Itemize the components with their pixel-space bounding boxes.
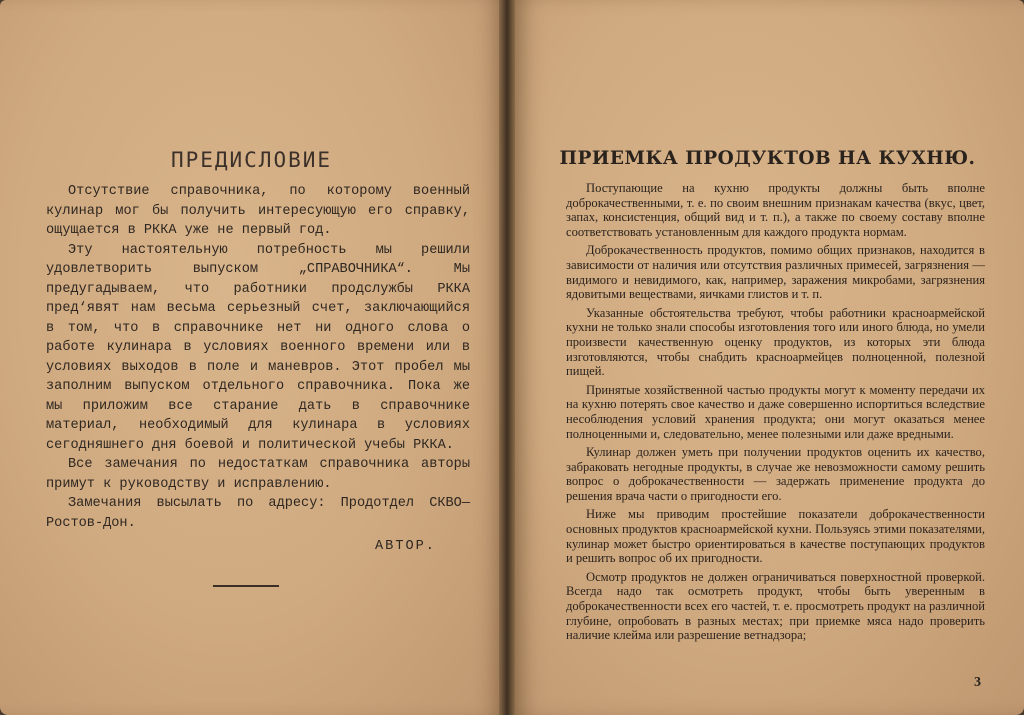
chapter-title: ПРИЕМКА ПРОДУКТОВ НА КУХНЮ.: [559, 148, 976, 169]
chapter-paragraph: Поступающие на кухню продукты должны быть вполне доброкачественными, т. е. по своим внешним признакам качества (вкус, цвет, запах, консистенция, общий вид и т. п.), а также по своему составу вполне соответствовать установленным для каждого продукта нормам.: [566, 181, 985, 239]
preface-body: [46, 182, 470, 533]
preface-title: ПРЕДИСЛОВИЕ: [170, 148, 333, 172]
chapter-body: [566, 181, 985, 647]
preface-paragraph: Отсутствие справочника, по которому военный кулинар мог бы получить интересующую его справку, ощущается в РККА уже не первый год.: [46, 184, 470, 238]
chapter-paragraph: Кулинар должен уметь при получении продуктов оценить их качество, забраковать негодные продукты, в случае же невозможности самому решить вопрос о доброкачественности — задержать применение продукта до решения врача части о пригодности его.: [566, 445, 985, 503]
preface-author: АВТОР.: [375, 539, 436, 554]
chapter-paragraph: Указанные обстоятельства требуют, чтобы работники красноармейской кухни не только знали способы изготовления того или иного блюда, но умели произвести качественную оценку продуктов, из которых эти блюда изготовляются, чтобы снабдить красноармейцев полноценной, полезной пищей.: [566, 305, 985, 379]
book-gutter: [499, 0, 515, 715]
page-number: 3: [974, 675, 981, 690]
preface-paragraph: Эту настоятельную потребность мы решили удовлетворить выпуском „СПРАВОЧНИКА“. Мы предугадываем, что работники продслужбы РККА пред‘явят нам весьма серьезный счет, заключающийся в том, что в справочнике нет ни одного слова о работе кулинара в условиях военного времени или в условиях выходов в поле и маневров. Этот пробел мы заполним выпуском отдельного справочника. Пока же мы приложим все старание дать в справочнике материал, необходимый для кулинара в условиях сегодняшнего дня боевой и политической учебы РККА.: [46, 242, 470, 453]
preface-paragraph: Замечания высылать по адресу: Продотдел СКВО—Ростов-Дон.: [46, 496, 470, 531]
chapter-paragraph: Ниже мы приводим простейшие показатели доброкачественности основных продуктов красноармейской кухни. Пользуясь этими показателями, кулинар может быстро ориентироваться в качестве поступающих продуктов и решить вопрос об их пригодности.: [566, 507, 985, 566]
preface-paragraph: Все замечания по недостаткам справочника авторы примут к руководству и исправлению.: [46, 457, 470, 492]
divider-rule: [213, 585, 279, 587]
chapter-paragraph: Осмотр продуктов не должен ограничиваться поверхностной проверкой. Всегда надо так осмотреть продукт, чтобы быть уверенным в доброкачественности всех его частей, т. е. просмотреть продукт на различной глубине, опробовать в разных местах; при приемке мяса надо проверить наличие клейма или разрешение ветнадзора;: [566, 569, 985, 643]
chapter-paragraph: Принятые хозяйственной частью продукты могут к моменту передачи их на кухню потерять свое качество и даже совершенно испортиться вследствие несоблюдения условий хранения продукта; они могут оказаться менее полноценными и, следовательно, менее полезными или даже вредными.: [566, 382, 985, 441]
chapter-paragraph: Доброкачественность продуктов, помимо общих признаков, находится в зависимости от наличия или отсутствия различных примесей, загрязнения — видимого и невидимого, как, например, заражения микробами, загрязнения ядовитыми веществами, яичками глистов и т. п.: [566, 243, 985, 302]
